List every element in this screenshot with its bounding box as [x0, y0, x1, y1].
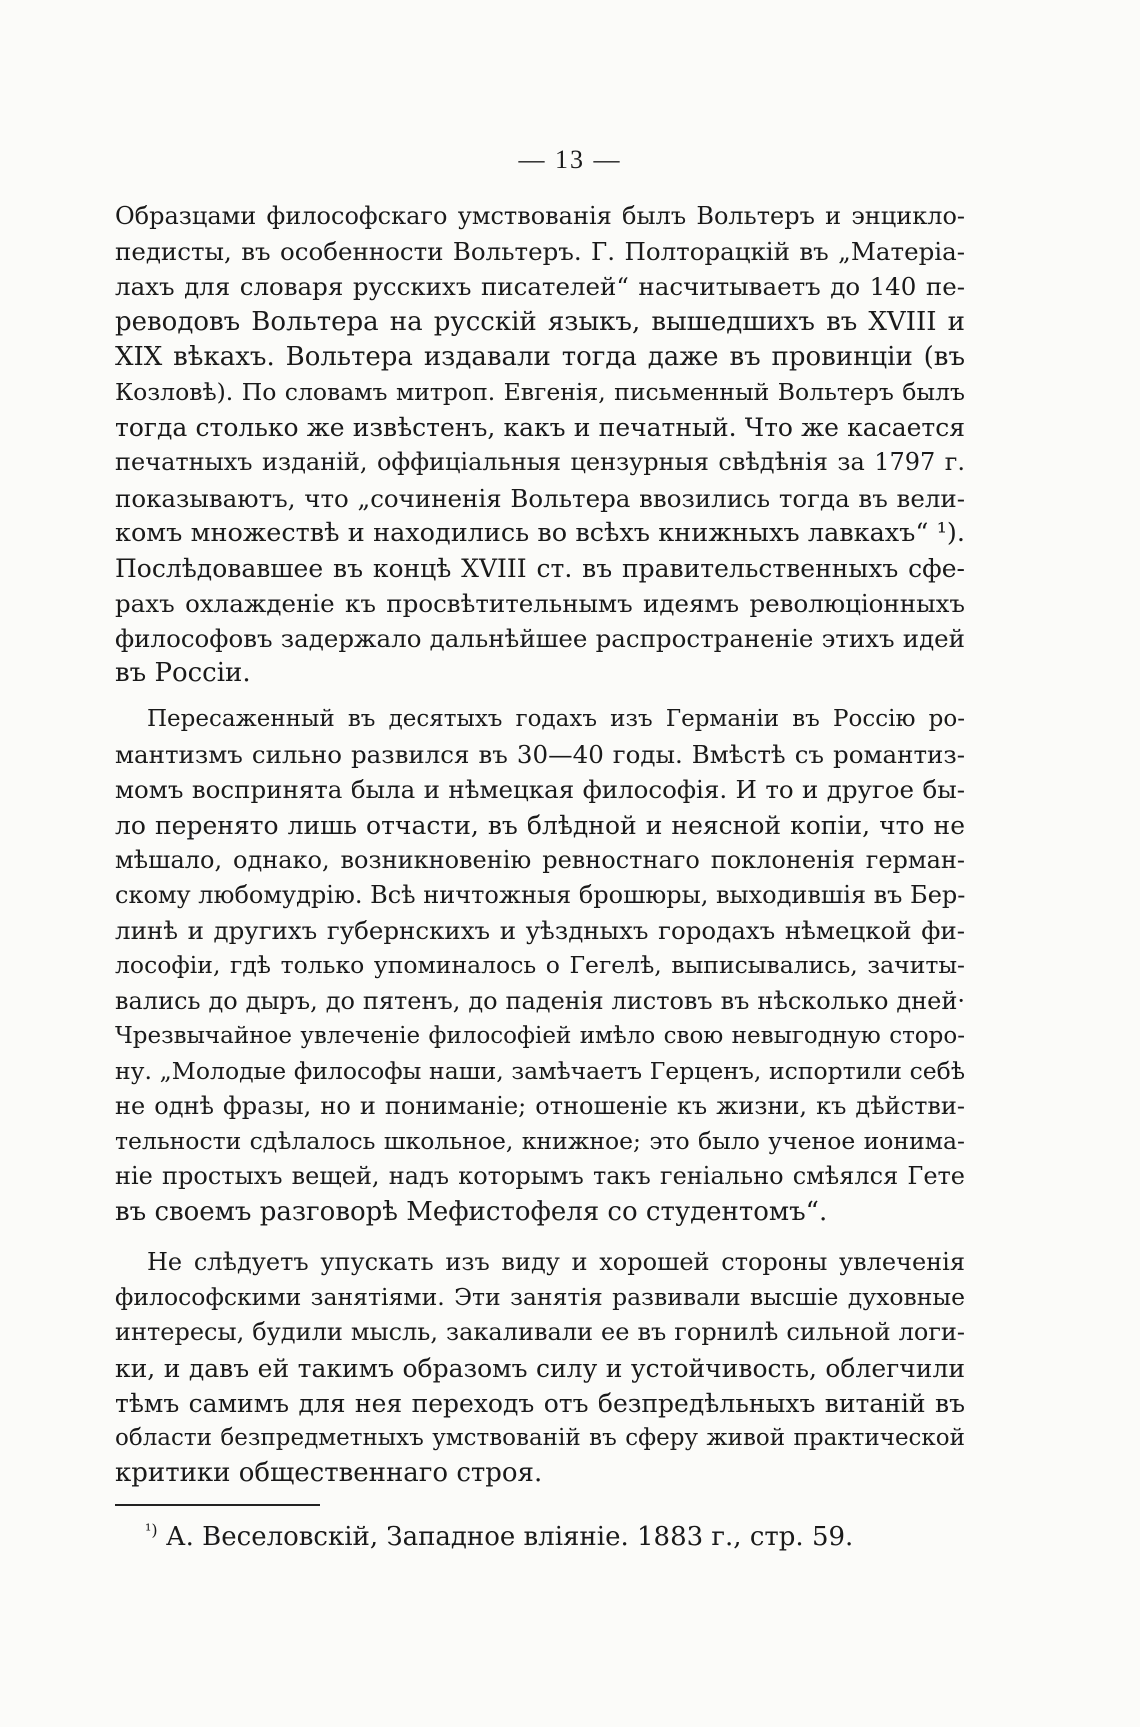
text-line: интересы, будили мысль, закаливали ее въ горнилѣ сильной логи- [115, 1318, 965, 1347]
text-line: тельности сдѣлалось школьное, книжное; это было ученое ионима- [115, 1127, 965, 1156]
footnote-marker: ¹) [145, 1520, 158, 1540]
text-line: момъ воспринята была и нѣмецкая философія. И то и другое бы- [115, 775, 965, 805]
paragraph-3 [115, 1245, 965, 1491]
text-line: Пересаженный въ десятыхъ годахъ изъ Германіи въ Россію ро- [147, 706, 965, 732]
text-line: Послѣдовавшее въ концѣ XVIII ст. въ правительственныхъ сфе- [115, 553, 965, 583]
text-line: печатныхъ изданій, оффиціальныя цензурныя свѣдѣнія за 1797 г. [115, 448, 965, 477]
footnote [145, 1522, 853, 1552]
text-line: XIX вѣкахъ. Вольтера издавали тогда даже въ провинціи (въ [115, 341, 965, 372]
text-line: философскими занятіями. Эти занятія развивали высшіе духовные [115, 1283, 965, 1312]
text-line: ло перенято лишь отчасти, въ блѣдной и неясной копіи, что не [115, 810, 965, 840]
text-line: Козловѣ). По словамъ митроп. Евгенія, письменный Вольтеръ былъ [115, 377, 965, 406]
text-line: педисты, въ особенности Вольтеръ. Г. Полторацкій въ „Матеріа- [115, 237, 965, 267]
text-line: мѣшало, однако, возникновенію ревностнаго поклоненія герман- [115, 845, 965, 874]
text-line: въ своемъ разговорѣ Мефистофеля со студентомъ“. [115, 1196, 828, 1227]
text-line: не однѣ фразы, но и пониманіе; отношеніе къ жизни, къ дѣйстви- [115, 1092, 965, 1121]
text-line: лософіи, гдѣ только упоминалось о Гегелѣ, выписывались, зачиты- [115, 951, 965, 980]
footnote-divider [115, 1504, 320, 1506]
text-line: ніе простыхъ вещей, надъ которымъ такъ геніально смѣялся Гете [115, 1162, 965, 1191]
text-line: скому любомудрію. Всѣ ничтожныя брошюры, выходившія въ Бер- [115, 880, 966, 909]
text-line: философовъ задержало дальнѣйшее распространеніе этихъ идей [115, 624, 965, 654]
text-line: Не слѣдуетъ упускать изъ виду и хорошей стороны увлеченія [147, 1248, 965, 1276]
text-line: критики общественнаго строя. [115, 1458, 543, 1489]
text-line: тогда столько же извѣстенъ, какъ и печатный. Что же касается [115, 413, 965, 443]
text-line: области безпредметныхъ умствованій въ сферу живой практической [115, 1424, 965, 1451]
text-line: ну. „Молодые философы наши, замѣчаетъ Герценъ, испортили себѣ [115, 1056, 965, 1085]
text-line: тѣмъ самимъ для нея переходъ отъ безпредѣльныхъ витаній въ [115, 1388, 965, 1418]
text-line: комъ множествѣ и находились во всѣхъ книжныхъ лавкахъ“ ¹). [115, 517, 965, 548]
text-line: мантизмъ сильно развился въ 30—40 годы. Вмѣстѣ съ романтиз- [115, 740, 965, 770]
text-line: въ Россіи. [115, 658, 251, 689]
text-line: Образцами философскаго умствованія былъ Вольтеръ и энцикло- [115, 202, 965, 230]
text-line: вались до дыръ, до пятенъ, до паденія листовъ въ нѣсколько дней· [115, 986, 965, 1015]
page-number: — 13 — [518, 145, 622, 174]
text-line: показываютъ, что „сочиненія Вольтера ввозились тогда въ вели- [115, 483, 965, 513]
text-line: Чрезвычайное увлеченіе философіей имѣло свою невыгодную сторо- [115, 1022, 965, 1049]
text-line: лахъ для словаря русскихъ писателей“ насчитываетъ до 140 пе- [115, 272, 965, 302]
text-line: реводовъ Вольтера на русскій языкъ, вышедшихъ въ XVIII и [115, 306, 965, 337]
paragraph-1 [115, 199, 965, 692]
footnote-text: А. Веселовскій, Западное вліяніе. 1883 г., стр. 59. [165, 1522, 854, 1552]
text-line: рахъ охлажденіе къ просвѣтительнымъ идеямъ революціонныхъ [115, 589, 965, 619]
paragraph-2 [115, 702, 965, 1230]
text-line: ки, и давъ ей такимъ образомъ силу и устойчивость, облегчили [115, 1353, 965, 1383]
text-line: линѣ и другихъ губернскихъ и уѣздныхъ городахъ нѣмецкой фи- [115, 916, 965, 946]
